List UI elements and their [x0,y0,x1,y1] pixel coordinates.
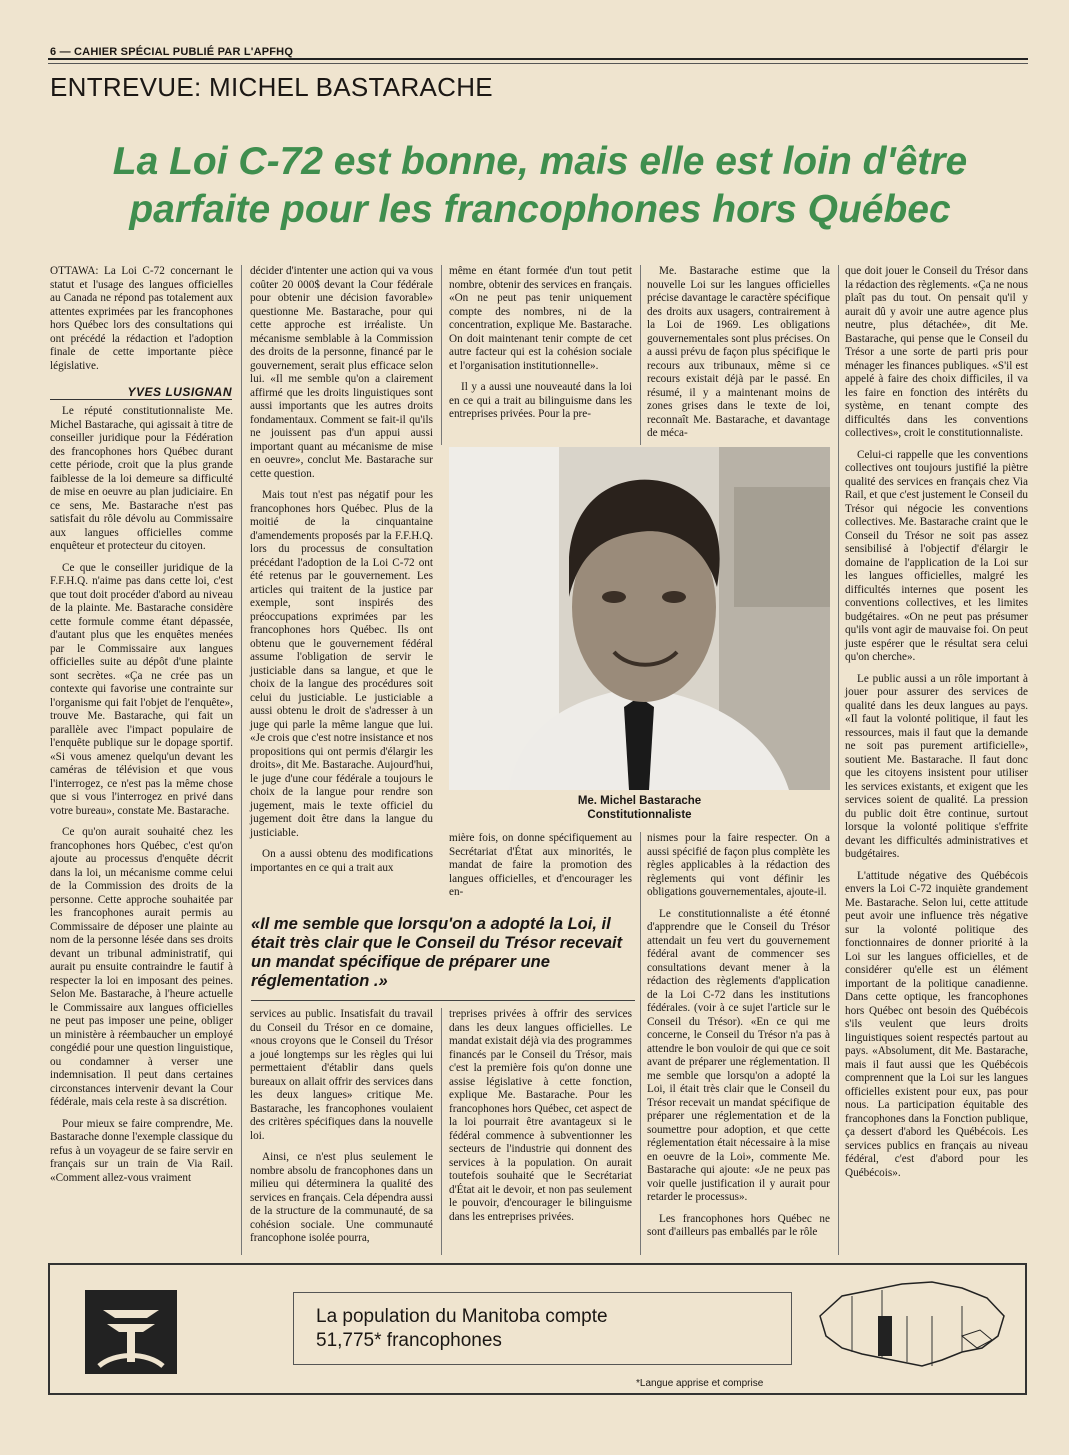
column-2 [250,265,433,883]
paragraph: Ainsi, ce n'est plus seulement le nombre absolu de francophones dans un milieu qui déterminera la qualité des services en français. Cela dépendra aussi de la structure de la communauté, de sa cohésion sociale. Une communauté francophone isolée pourra, [250,1151,433,1244]
paragraph: Le réputé constitutionnaliste Me. Michel Bastarache, qui agissait à titre de conseiller juridique pour la Fédération des francophones hors Québec durant cette période, croit que la plus grande faiblesse de la loi demeure sa difficulté de mise en oeuvre au plan judiciaire. En ce sens, Me. Bastarache n'est pas satisfait du rôle dévolu au Commissaire aux langues officielles comme enquêteur et protecteur du citoyen. [50,405,233,552]
running-head: 6 — CAHIER SPÉCIAL PUBLIÉ PAR L'APFHQ [50,46,294,58]
section-title: ENTREVUE: MICHEL BASTARACHE [50,72,493,102]
column-rule [640,265,641,445]
header-rule-thin [48,63,1028,64]
ad-text [316,1305,608,1353]
paragraph: On a aussi obtenu des modifications importantes en ce qui a trait aux [250,848,433,874]
column-rule [838,265,839,1255]
paragraph: Mais tout n'est pas négatif pour les francophones hors Québec. Plus de la moitié de la cinquantaine d'amendements proposés par la F.F.H.Q. lors du processus de consultation précédant l'adoption de la Loi C-72 ont été retenus par le gouvernement. Les articles qui traitent de la justice par exemple, sont inspirés des préoccupations exprimées par les francophones hors Québec. Ils ont obtenu que le gouvernement fédéral assume l'obligation de servir le justiciable dans sa langue, et que le choix de la langue des procédures soit celui du justiciable. Le justiciable a aussi obtenu le droit de s'adresser à un juge qui parle la même langue que lui. «Je crois que c'est notre insistance et nos propositions qui ont permis d'élargir les droits», dit Me. Bastarache. Aujourd'hui, le juge d'une cour fédérale a toujours le choix de la langue pour rendre son jugement, mais le texte officiel du jugement doit être dans la langue du justiciable. [250,489,433,839]
caption-name: Me. Michel Bastarache [577,795,702,807]
column-rule [441,265,442,445]
paragraph: décider d'intenter une action qui va vous coûter 20 000$ devant la Cour fédérale pour obtenir une décision favorable» questionne Me. Bastarache, pour qui cette approche est irréaliste. Un mécanisme semblable à la Commission des droits de la personne, financé par le gouvernement, serait plus efficace selon lui. «Il me semble qu'on a clairement affirmé que les droits linguistiques sont aussi importants que les autres droits fondamentaux. Comment se fait-il qu'ils ne jouissent pas d'un appui aussi important quant au mécanisme de mise en oeuvre», conclut Me. Bastarache sur cette question. [250,265,433,480]
column-4 [647,265,830,449]
column-2b [250,1008,433,1254]
column-5 [845,265,1028,1188]
column-1 [50,405,233,1193]
byline: YVES LUSIGNAN [127,385,232,399]
paragraph: Ce qu'on aurait souhaité chez les francophones hors Québec, c'est qu'on ajoute au processus d'enquête décrit dans la loi, un mécanisme comme celui de la Commission des droits de la personne. Cette approche souhaitée par les francophones aurait permis au Commissaire de déposer une plainte au nom de la personne lésée dans ses droits devant un tribunal administratif, qui aurait pu ensuite contraindre le fautif à respecter la loi en imposant des peines. Selon Me. Bastarache, à l'heure actuelle le Commissaire aux langues officielles ne peut pas imposer une peine, obliger un ministère à réembaucher un employé congédié pour une question linguistique, ou condamner à verser une indemnisation. Il peut dans certaines circonstances intervenir devant la Cour fédérale, mais cela reste à sa discrétion. [50,826,233,1108]
headline: La Loi C-72 est bonne, mais elle est loin d'être parfaite pour les francophones hors Québec [112,140,968,231]
paragraph: services au public. Insatisfait du travail du Conseil du Trésor en ce domaine, «nous croyons que le Conseil du Trésor a joué longtemps sur les règles qui lui permettaient d'établir dans quels bureaux on allait offrir des services dans les deux langues» critique Me. Bastarache, les francophones voulaient des critères spécifiques dans la nouvelle loi. [250,1008,433,1142]
paragraph: Celui-ci rappelle que les conventions collectives ont toujours justifié la piètre qualité des services en français chez Via Rail, et que c'est justement le Conseil du Trésor qui négocie les conventions collectives. Me. Bastarache craint que le Conseil du Trésor ne soit pas assez sensibilisé à l'objectif d'élargir le domaine de l'application de la Loi sur les langues officielles, malgré les difficultés internes que posent les conventions collectives, et les limites budgétaires. «On ne peut pas présumer qu'ils vont agir de mauvaise foi. On peut juste espérer que le résultat sera celui qu'on cherche». [845,448,1028,663]
lede-paragraph: OTTAWA: La Loi C-72 concernant le statut et l'usage des langues officielles au Canada ne répond pas totalement aux attentes exprimées par les francophones hors Québec lors des consultations qui ont précédé la rédaction et l'adoption finale de cette importante pièce législative. [50,265,233,372]
portrait-photo [449,447,830,790]
paragraph: Me. Bastarache estime que la nouvelle Loi sur les langues officielles précise davantage le caractère spécifique des droits aux usagers, contrairement à la Loi de 1969. Les obligations gouvernementales sont plus précises. On a aussi prévu de façon plus spécifique le recours aux tribunaux, même si ce recours existait déjà par le passé. En résumé, il y a maintenant moins de zones grises dans le texte de loi, reconnaît Me. Bastarache, et davantage de méca- [647,265,830,439]
column-3 [449,265,632,430]
column-rule [441,1008,442,1255]
paragraph: treprises privées à offrir des services dans les deux langues officielles. Le mandat existait déjà via des programmes financés par le Conseil du Trésor, mais c'est la première fois qu'on donne une assise législative à cette fonction, explique Me. Bastarache. Pour les francophones hors Québec, cet aspect de la loi pourrait être avantageux si le fédéral commence à subventionner les secteurs de l'industrie qui donnent des services à la population. On aurait toutefois souhaité que le Secrétariat d'État ait le devoir, et non pas seulement le pouvoir, d'encourager le bilinguisme dans les entreprises privées. [449,1008,632,1223]
column-3b [449,832,632,908]
portrait-illustration [449,447,830,790]
paragraph: que doit jouer le Conseil du Trésor dans la rédaction des règlements. «Ça ne nous plaît pas du tout. On pensait qu'il y aurait dû y avoir une autre agence plus neutre, plus détachée», dit Me. Bastarache, qui pense que le Conseil du Trésor a une sorte de parti pris pour ménager les finances publiques. «S'il est appelé à faire des choix difficiles, il va les faire en fonction des intérêts du système, en tenant compte des difficultés dans les conventions collectives», croit le constitutionnaliste. [845,265,1028,439]
paragraph: L'attitude négative des Québécois envers la Loi C-72 inquiète grandement Me. Bastarache. Selon lui, cette attitude peut avoir une influence très négative sur la volonté politique des fonctionnaires de donner priorité à la Loi sur les langues officielles, et de considérer qu'elle est un élément important de la politique canadienne. Dans cette optique, les francophones hors Québec ont besoin des Québécois s'ils veulent que leurs droits linguistiques soient respectés partout au pays. «Absolument, dit Me. Bastarache, mais il faut aussi que les Québécois comprennent que la Loi sur les langues officielles existent pour eux, pas pour nous. La participation équitable des francophones dans la Fonction publique, ça dessert d'abord les Québécois. Les services publics en français au niveau fédéral, c'est d'abord pour les Québécois». [845,869,1028,1179]
caption-title: Constitutionnaliste [587,809,692,821]
paragraph: mière fois, on donne spécifiquement au Secrétariat d'État aux minorités, le mandat de faire la promotion des langues officielles, et d'encourager les en- [449,832,632,898]
column-rule [640,832,641,1255]
header-rule [48,58,1028,60]
paragraph: Le constitutionnaliste a été étonné d'apprendre que le Conseil du Trésor attendait un feu vert du gouvernement fédéral avant de commencer ses consultations devant mener à la rédaction des règlements d'application de la Loi C-72 dans les institutions fédérales. (voir à ce sujet l'article sur le Conseil du Trésor). «En ce qui me concerne, le Conseil du Trésor n'a pas à attendre le bon vouloir de qui que ce soit avant de préparer une réglementation. Il me semble que lorsqu'on a adopté la Loi, il était très clair que le Conseil du Trésor recevait un mandat spécifique de préparer une réglementation et de la soumettre pour adoption, et que cette réglementation était nécessaire à la mise en oeuvre de la Loi», commente Me. Bastarache qui ajoute: «Je ne peux pas voir quelle justification il y aurait pour retarder le processus». [647,907,830,1203]
paragraph: Il y a aussi une nouveauté dans la loi en ce qui a trait au bilinguisme dans les entreprises privées. Pour la pre- [449,381,632,420]
column-rule [241,265,242,1255]
pull-quote: «Il me semble que lorsqu'on a adopté la Loi, il était très clair que le Conseil du Trésor recevait un mandat spécifique de préparer une réglementation .» [251,915,623,990]
byline-rule [50,399,232,400]
ad-line-2: 51,775* francophones [316,1330,502,1351]
ad-line-1: La population du Manitoba compte [316,1306,608,1327]
paragraph: nismes pour la faire respecter. On a aussi spécifié de façon plus complète les règles applicables à la rédaction des règlements qui vont définir les obligations gouvernementales, ajoute-il. [647,832,830,898]
ad-footnote: *Langue apprise et comprise [636,1378,764,1389]
paragraph: Pour mieux se faire comprendre, Me. Bastarache donne l'exemple classique du refus à un voyageur de se faire servir en français sur un train de Via Rail. «Comment allez-vous vraiment [50,1117,233,1184]
paragraph: Le public aussi a un rôle important à jouer pour assurer des services de qualité dans les deux langues au pays. «Il faut la volonté politique, il faut les ressources, mais il faut que la demande ne soit pas purement artificielle», soutient Me. Bastarache. Il faut donc que les citoyens insistent pour utiliser les services existants, et exigent que les services soient de qualité. La pression du public doit être continue, surtout lorsque la volonté politique s'effrite devant les difficultés administratives et budgétaires. [845,672,1028,860]
column-1-lede [50,265,233,381]
paragraph: même en étant formée d'un tout petit nombre, obtenir des services en français. «On ne peut pas tenir uniquement compte des nombres, ni de la concentration, explique Me. Bastarache. On doit maintenant tenir compte de cet autre facteur qui est la cohésion sociale et l'organisation institutionnelle». [449,265,632,372]
column-4b [647,832,830,1248]
paragraph: Les francophones hors Québec ne sont d'ailleurs pas emballés par le rôle [647,1212,830,1238]
canada-map-icon [812,1276,1012,1380]
photo-caption [449,794,830,822]
paragraph: Ce que le conseiller juridique de la F.F.H.Q. n'aime pas dans cette loi, c'est que tout doit procéder d'abord au niveau de la plainte. Me. Bastarache considère cette formule comme étant dépassée, d'autant plus que les enquêtes menées par le Commissaire aux langues officielles suite au dépôt d'une plainte sont secrètes. «Ça ne crée pas un contexte qui favorise une contrainte sur l'organisme qui fait l'objet de l'enquête», trouve Me. Bastarache, qui fait un parallèle avec l'impact populaire de l'enquête publique sur le dopage sportif. «Si vous amenez quelqu'un devant les caméras de télévision et que vous l'interrogez, ce n'est pas la même chose que si vous l'interrogez en privé dans votre bureau», constate Me. Bastarache. [50,561,233,817]
federation-logo-icon [85,1290,177,1374]
column-3c [449,1008,632,1232]
pull-quote-rule [251,1000,635,1001]
